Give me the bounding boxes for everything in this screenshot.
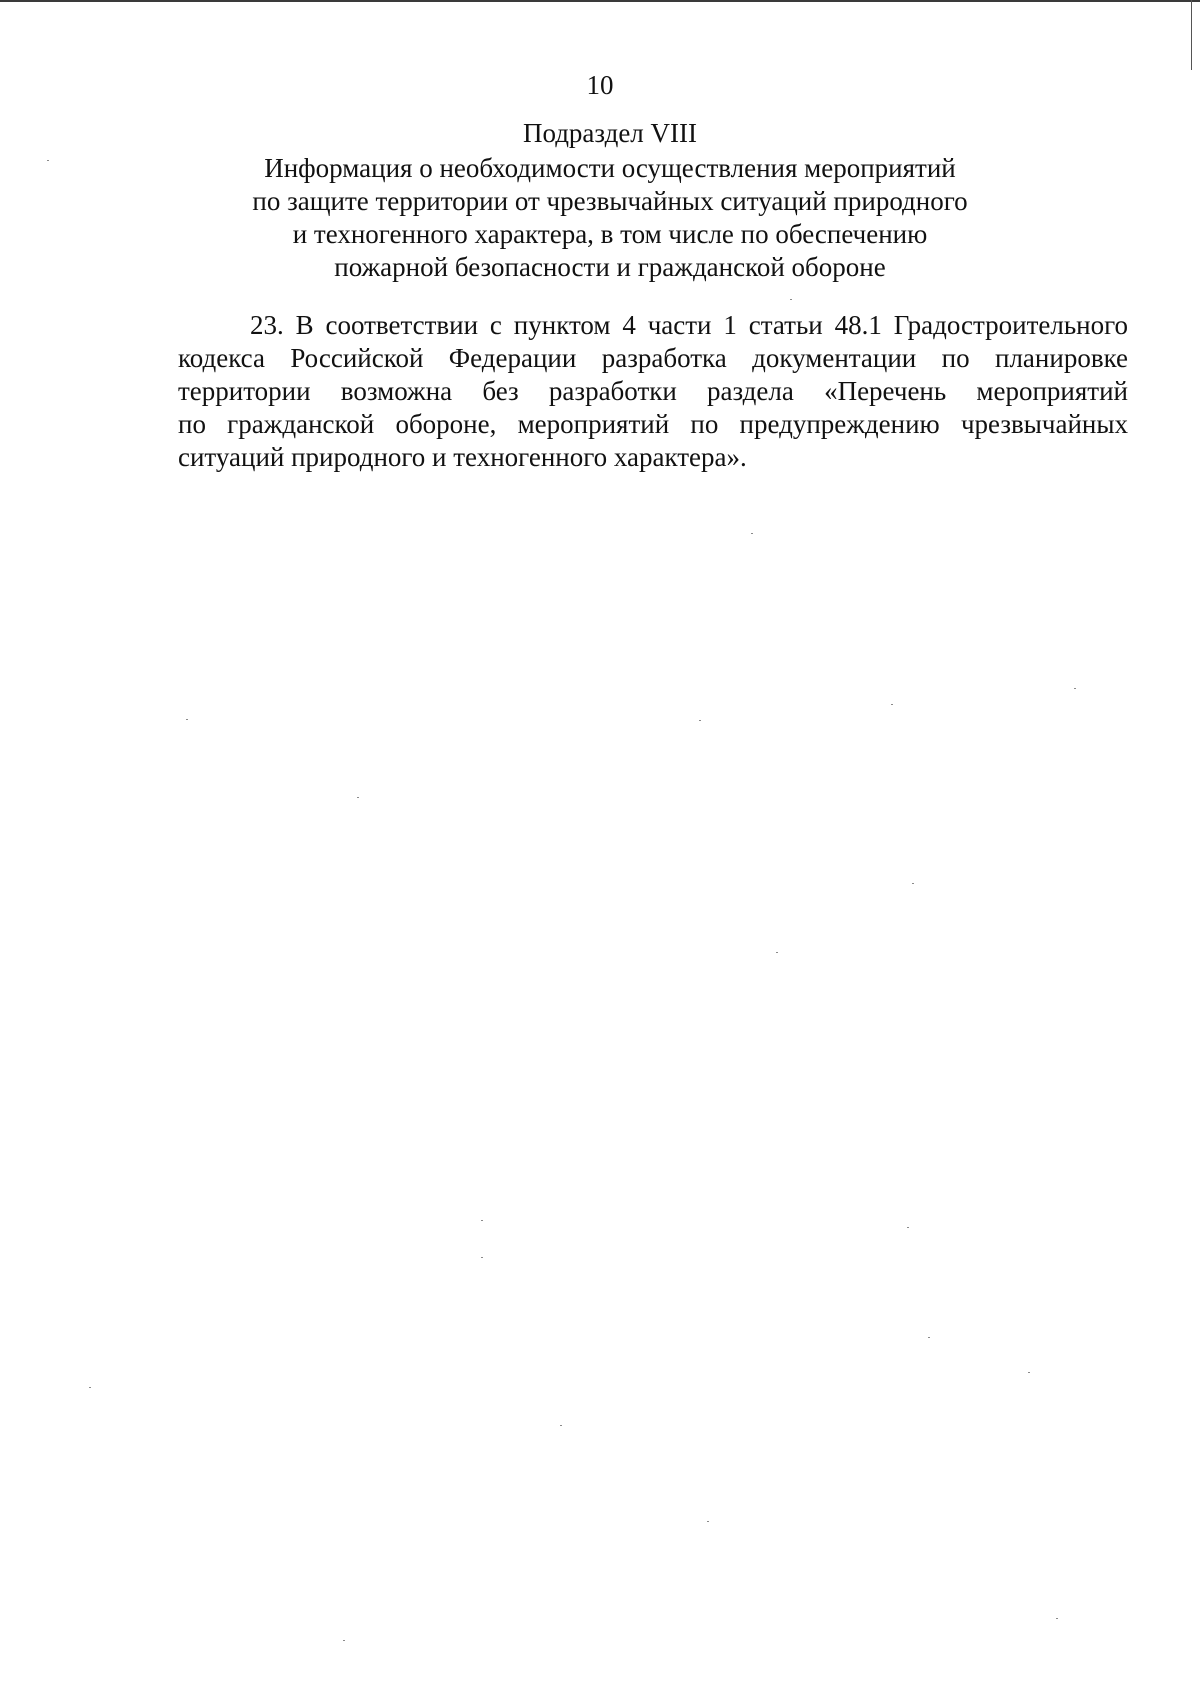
subsection-heading: Подраздел VIII xyxy=(522,118,698,148)
scan-speck xyxy=(343,1640,345,1641)
subsection-title xyxy=(230,152,990,284)
scan-speck xyxy=(751,533,753,534)
scan-edge-right xyxy=(1191,0,1192,70)
scan-speck xyxy=(912,883,914,884)
scan-speck xyxy=(928,1337,930,1338)
scan-speck xyxy=(1056,1618,1058,1619)
scan-speck xyxy=(1028,1372,1030,1373)
subsection-title-line: пожарной безопасности и гражданской обороне xyxy=(334,252,886,282)
scan-speck xyxy=(699,720,701,721)
scan-speck xyxy=(481,1257,483,1258)
scan-speck xyxy=(357,797,359,798)
scan-edge-top xyxy=(0,0,1200,2)
paragraph-line: кодекса Российской Федерации разработка документации по планировке xyxy=(178,343,1128,373)
scan-speck xyxy=(776,952,778,953)
scan-speck xyxy=(707,1521,709,1522)
paragraph-23 xyxy=(178,309,1128,474)
paragraph-line: ситуаций природного и техногенного характера». xyxy=(178,442,747,472)
scan-speck xyxy=(891,704,893,705)
subsection-title-line: по защите территории от чрезвычайных ситуаций природного xyxy=(252,186,968,216)
scan-speck xyxy=(186,719,188,720)
paragraph-line: территории возможна без разработки раздела «Перечень мероприятий xyxy=(178,376,1128,406)
scan-speck xyxy=(89,1387,91,1388)
scan-speck xyxy=(790,299,792,300)
paragraph-line: 23. В соответствии с пунктом 4 части 1 статьи 48.1 Градостроительного xyxy=(250,310,1128,340)
page-number: 10 xyxy=(586,70,614,100)
scan-speck xyxy=(560,1425,562,1426)
subsection-title-line: Информация о необходимости осуществления мероприятий xyxy=(264,153,956,183)
scan-speck xyxy=(907,1227,909,1228)
subsection-title-line: и техногенного характера, в том числе по обеспечению xyxy=(292,219,928,249)
scan-speck xyxy=(1074,688,1076,689)
scan-speck xyxy=(481,1220,483,1221)
paragraph-line: по гражданской обороне, мероприятий по предупреждению чрезвычайных xyxy=(178,409,1128,439)
scan-speck xyxy=(47,160,49,161)
